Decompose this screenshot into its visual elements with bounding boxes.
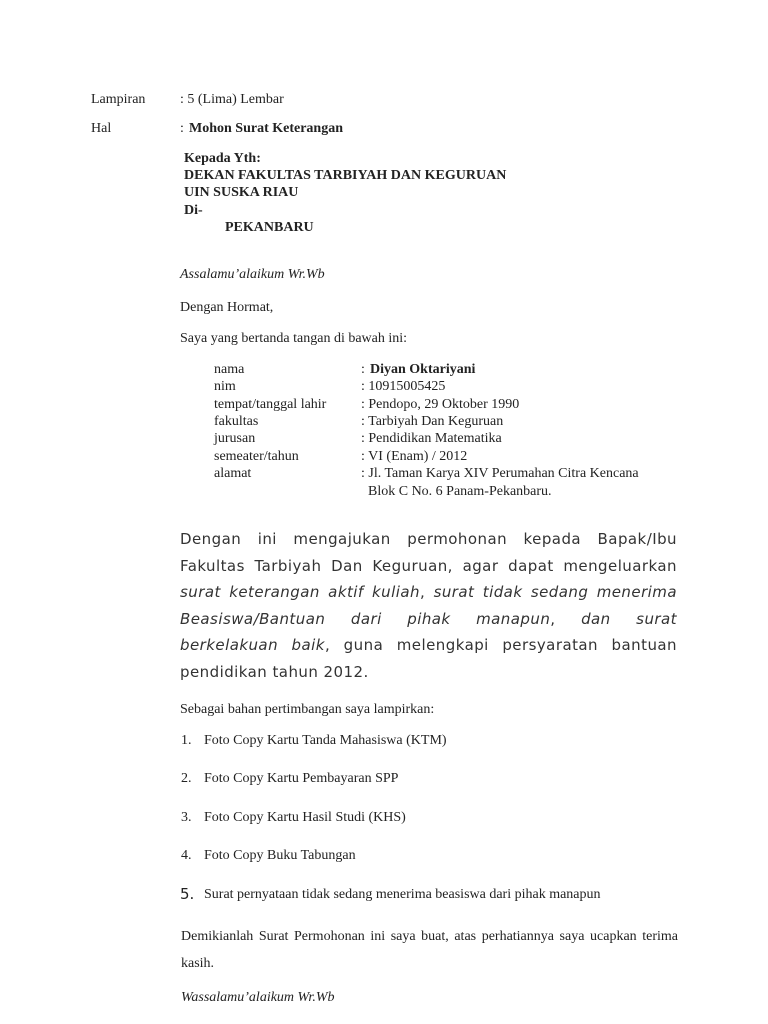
intro-text: Saya yang bertanda tangan di bawah ini: [180,331,408,346]
list-item: Foto Copy Kartu Pembayaran SPP [204,771,399,786]
identity-label: nim [214,379,236,394]
identity-colon: : [361,362,365,377]
identity-label: semeater/tahun [214,449,299,464]
request-italic: surat keterangan aktif kuliah [180,583,420,601]
salutation: Dengan Hormat, [180,300,274,315]
identity-value: : Tarbiyah Dan Keguruan [361,414,504,429]
request-italic: dan surat berkelakuan baik [180,609,677,654]
request-paragraph [180,526,677,685]
list-item-number: 2. [181,771,192,786]
hal-value: Mohon Surat Keterangan [189,121,343,136]
identity-value: : 10915005425 [361,379,446,394]
list-item: Foto Copy Buku Tabungan [204,848,356,863]
greeting: Assalamu’alaikum Wr.Wb [180,267,325,282]
identity-value-name: Diyan Oktariyani [370,362,476,377]
list-item-number: 1. [181,733,192,748]
identity-value: : Pendopo, 29 Oktober 1990 [361,397,520,412]
list-item: Surat pernyataan tidak sedang menerima beasiswa dari pihak manapun [204,887,601,902]
identity-value: : VI (Enam) / 2012 [361,449,468,464]
list-item-number: 4. [181,848,192,863]
identity-label: jurusan [214,431,256,446]
recipient-di: Di- [184,203,203,218]
recipient-kepada: Kepada Yth: [184,151,261,166]
request-italic: surat tidak sedang menerima Beasiswa/Bantuan dari pihak manapun [180,583,678,628]
identity-value: : Pendidikan Matematika [361,431,502,446]
list-item-number: 5. [180,885,195,903]
identity-value: : Jl. Taman Karya XIV Perumahan Citra Kencana [361,466,639,481]
request-text: Dengan ini mengajukan permohonan kepada Bapak/Ibu Fakultas Tarbiyah Dan Keguruan, agar dapat mengeluarkan [180,530,677,575]
address-line-2: Blok C No. 6 Panam-Pekanbaru. [368,484,552,499]
identity-label: nama [214,362,245,377]
request-text: , guna melengkapi persyaratan bantuan pendidikan tahun 2012. [180,636,677,681]
farewell: Wassalamu’alaikum Wr.Wb [181,990,335,1005]
recipient-dekan: DEKAN FAKULTAS TARBIYAH DAN KEGURUAN [184,168,507,183]
list-item: Foto Copy Kartu Tanda Mahasiswa (KTM) [204,733,447,748]
attachments-intro: Sebagai bahan pertimbangan saya lampirkan: [180,702,435,717]
recipient-city: PEKANBARU [225,220,314,235]
list-item-number: 3. [181,810,192,825]
identity-label: fakultas [214,414,259,429]
lampiran-label: Lampiran [91,92,146,107]
hal-colon: : [180,121,184,136]
hal-label: Hal [91,121,112,136]
request-text: , [550,609,582,628]
identity-label: tempat/tanggal lahir [214,397,327,412]
closing-paragraph: Demikianlah Surat Permohonan ini saya buat, atas perhatiannya saya ucapkan terima kasih. [181,929,678,971]
list-item: Foto Copy Kartu Hasil Studi (KHS) [204,810,406,825]
request-text: , [419,583,434,601]
recipient-uin: UIN SUSKA RIAU [184,185,299,200]
identity-label: alamat [214,466,252,481]
lampiran-value: : 5 (Lima) Lembar [180,92,284,107]
